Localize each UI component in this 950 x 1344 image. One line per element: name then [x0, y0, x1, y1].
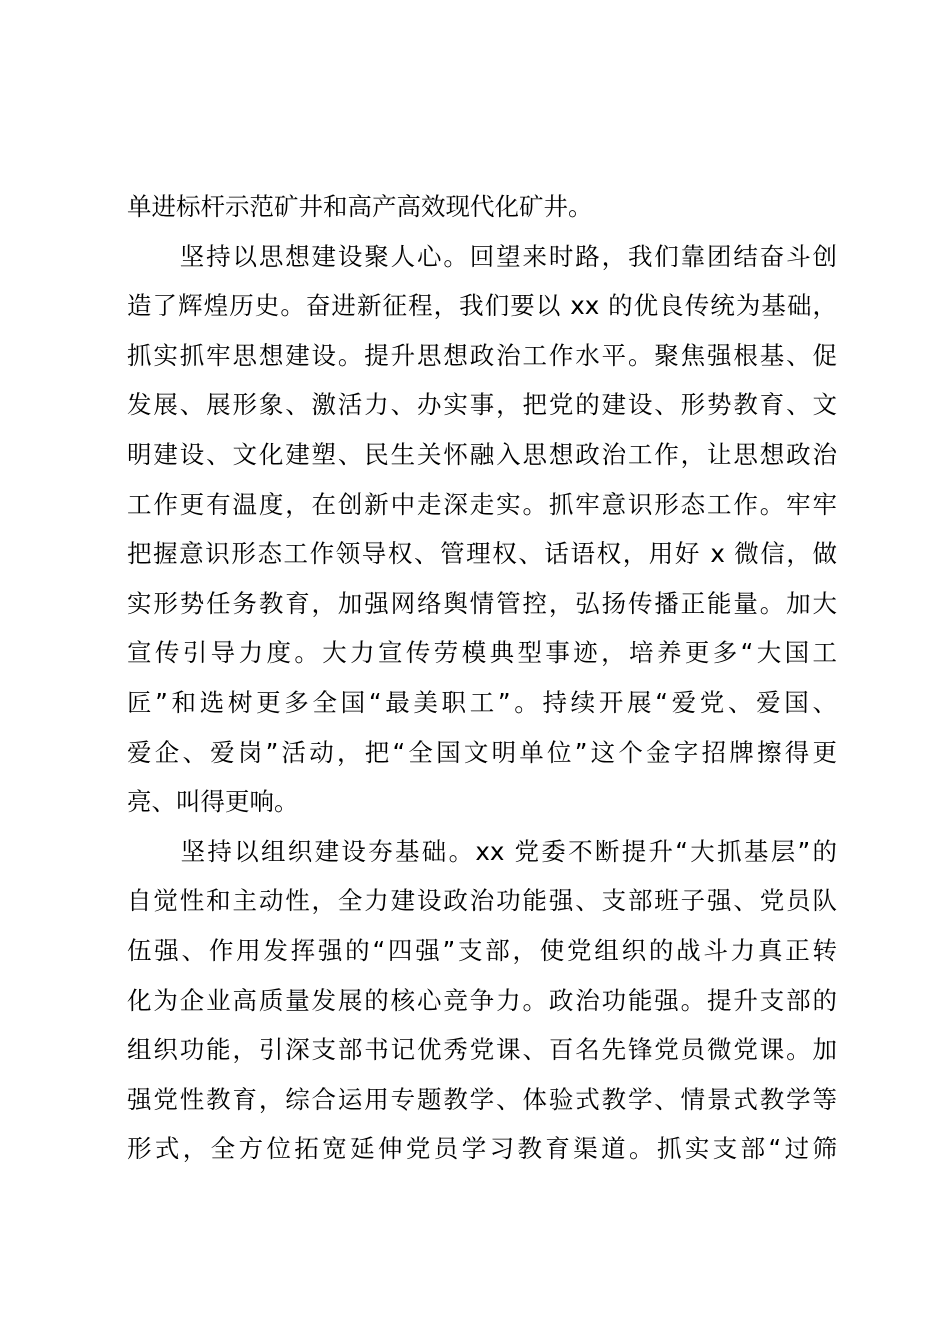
text-line: 爱企、爱岗”活动，把“全国文明单位”这个金字招牌擦得更 [127, 737, 837, 767]
paragraph-3 [127, 827, 837, 1174]
text-line: 工作更有温度，在创新中走深走实。抓牢意识形态工作。牢牢 [127, 489, 837, 519]
text-line: 单进标杆示范矿井和高产高效现代化矿井。 [127, 192, 593, 221]
body-text [127, 182, 837, 1174]
paragraph-2 [127, 232, 837, 827]
text-line: 匠”和选树更多全国“最美职工”。持续开展“爱党、爱国、 [127, 687, 837, 717]
text-line: 明建设、文化建塑、民生关怀融入思想政治工作，让思想政治 [127, 439, 837, 469]
text-line: 化为企业高质量发展的核心竞争力。政治功能强。提升支部的 [127, 985, 837, 1015]
text-line: 自觉性和主动性，全力建设政治功能强、支部班子强、党员队 [127, 886, 837, 916]
text-line: 把握意识形态工作领导权、管理权、话语权，用好 x 微信，做 [127, 539, 837, 569]
paragraph-1 [127, 182, 837, 232]
text-line: 坚持以思想建设聚人心。回望来时路，我们靠团结奋斗创 [127, 241, 837, 271]
text-line: 亮、叫得更响。 [127, 787, 299, 817]
text-line: 抓实抓牢思想建设。提升思想政治工作水平。聚焦强根基、促 [127, 340, 837, 370]
text-line: 强党性教育，综合运用专题教学、体验式教学、情景式教学等 [127, 1084, 837, 1114]
text-line: 形式，全方位拓宽延伸党员学习教育渠道。抓实支部“过筛 [127, 1134, 837, 1164]
text-line: 组织功能，引深支部书记优秀党课、百名先锋党员微党课。加 [127, 1035, 837, 1065]
text-line: 发展、展形象、激活力、办实事，把党的建设、形势教育、文 [127, 390, 837, 420]
text-line: 坚持以组织建设夯基础。xx 党委不断提升“大抓基层”的 [127, 836, 837, 866]
text-line: 实形势任务教育，加强网络舆情管控，弘扬传播正能量。加大 [127, 588, 837, 618]
text-line: 宣传引导力度。大力宣传劳模典型事迹，培养更多“大国工 [127, 638, 837, 668]
text-line: 造了辉煌历史。奋进新征程，我们要以 xx 的优良传统为基础， [127, 291, 837, 321]
text-line: 伍强、作用发挥强的“四强”支部，使党组织的战斗力真正转 [127, 935, 837, 965]
